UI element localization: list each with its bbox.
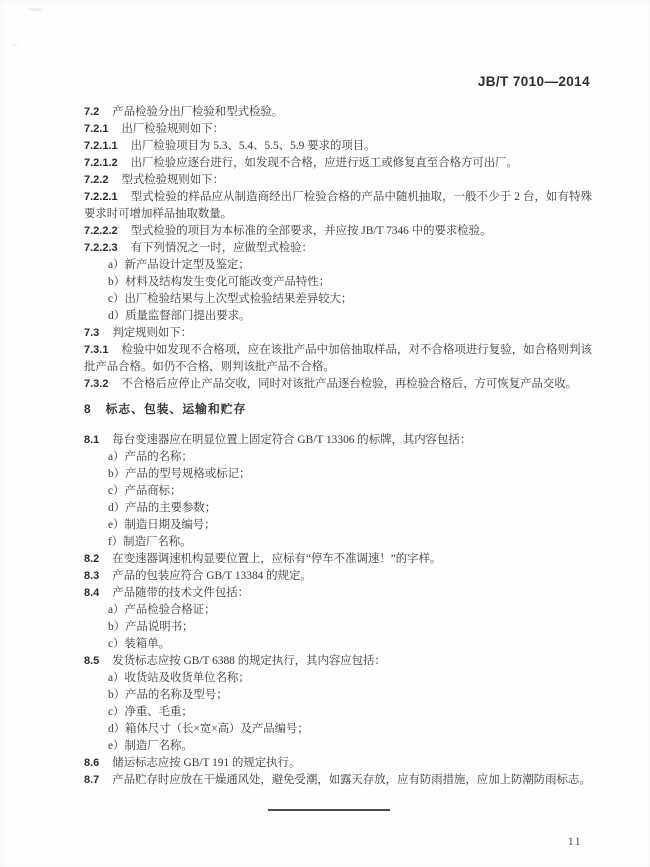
line-text: c）出厂检验结果与上次型式检验结果差异较大；	[108, 293, 353, 305]
line-text: b）产品的名称及型号；	[108, 689, 228, 701]
list-item	[84, 483, 592, 500]
line-text: 要求时可增加样品抽取数量。	[84, 208, 233, 220]
list-item	[84, 721, 592, 738]
clause-line	[84, 551, 592, 568]
list-item	[84, 687, 592, 704]
clause-line	[84, 121, 592, 138]
clause-number: 7.2	[84, 106, 100, 118]
line-text: c）产品商标；	[108, 485, 182, 497]
list-item	[84, 534, 592, 551]
clause-number: 7.2.1.1	[84, 140, 118, 152]
line-text: a）产品检验合格证；	[108, 604, 216, 616]
list-item	[84, 500, 592, 517]
line-text: 发货标志应按 GB/T 6388 的规定执行，其内容应包括：	[112, 655, 386, 667]
clause-number: 7.2.2.3	[84, 242, 118, 254]
clause-line	[84, 325, 592, 342]
line-text: 出厂检验规则如下：	[121, 123, 224, 135]
list-item	[84, 636, 592, 653]
list-item	[84, 704, 592, 721]
clause-number: 8	[84, 402, 92, 416]
standard-code-header: JB/T 7010—2014	[477, 74, 590, 89]
clause-number: 8.6	[84, 757, 100, 769]
line-text: 不合格后应停止产品交收，同时对该批产品逐台检验，再检验合格后，方可恢复产品交收。	[121, 378, 578, 390]
line-text: e）制造日期及编号；	[108, 519, 216, 531]
line-text: 型式检验规则如下：	[121, 174, 224, 186]
line-text: c）装箱单。	[108, 638, 171, 650]
line-text: 判定规则如下：	[112, 327, 193, 339]
scan-artifact	[28, 8, 42, 11]
clause-number: 8.7	[84, 774, 100, 786]
line-text: a）新产品设计定型及鉴定；	[108, 259, 250, 271]
clause-number: 7.2.1	[84, 123, 109, 135]
clause-line	[84, 376, 592, 393]
end-of-text-rule	[268, 809, 390, 811]
line-text: 产品的包装应符合 GB/T 13384 的规定。	[112, 570, 312, 582]
clause-number: 8.1	[84, 434, 100, 446]
line-text: a）产品的名称；	[108, 451, 193, 463]
clause-line	[84, 223, 592, 240]
list-item	[84, 602, 592, 619]
line-text: d）产品的主要参数；	[108, 502, 217, 514]
list-item	[84, 466, 592, 483]
line-text: b）产品的型号规格或标记；	[108, 468, 251, 480]
clause-line	[84, 585, 592, 602]
line-text: f）制造厂名称。	[108, 536, 192, 548]
line-text: 出厂检验项目为 5.3、5.4、5.5、5.9 要求的项目。	[130, 140, 376, 152]
line-text: d）质量监督部门提出要求。	[108, 310, 251, 322]
clause-line	[84, 568, 592, 585]
clause-number: 7.2.2.1	[84, 191, 118, 203]
list-item	[84, 274, 592, 291]
list-item	[84, 738, 592, 755]
line-text: 储运标志应按 GB/T 191 的规定执行。	[112, 757, 301, 769]
line-text: b）产品说明书；	[108, 621, 194, 633]
line-text: d）箱体尺寸（长×宽×高）及产品编号；	[108, 723, 309, 735]
clause-line	[84, 755, 592, 772]
line-text: e）制造厂名称。	[108, 740, 193, 752]
line-text: 每台变速器应在明显位置上固定符合 GB/T 13306 的标牌，其内容包括：	[112, 434, 472, 446]
clause-number: 8.3	[84, 570, 100, 582]
line-text: 检验中如发现不合格项，应在该批产品中加倍抽取样品，对不合格项进行复验，如合格则判该	[121, 344, 592, 356]
clause-line	[84, 138, 592, 155]
clause-line	[84, 772, 592, 789]
line-text: 型式检验的项目为本标准的全部要求，并应按 JB/T 7346 中的要求检验。	[130, 225, 492, 237]
clause-line	[84, 172, 592, 189]
line-text: 标志、包装、运输和贮存	[105, 402, 247, 416]
line-text: b）材料及结构发生变化可能改变产品特性；	[108, 276, 331, 288]
clause-number: 8.5	[84, 655, 100, 667]
clause-number: 7.3	[84, 327, 100, 339]
line-text: 产品随带的技术文件包括：	[112, 587, 249, 599]
clause-number: 7.2.2	[84, 174, 109, 186]
continuation-line	[84, 206, 592, 223]
clause-number: 7.2.2.2	[84, 225, 118, 237]
list-item	[84, 449, 592, 466]
document-body	[84, 104, 592, 789]
clause-number: 7.3.2	[84, 378, 109, 390]
page-number: 11	[567, 836, 582, 848]
line-text: 产品检验分出厂检验和型式检验。	[112, 106, 284, 118]
clause-line	[84, 432, 592, 449]
list-item	[84, 257, 592, 274]
line-text: a）收货站及收货单位名称；	[108, 672, 250, 684]
section-heading	[84, 401, 592, 418]
clause-line	[84, 189, 592, 206]
continuation-line	[84, 359, 592, 376]
clause-number: 7.3.1	[84, 344, 109, 356]
clause-number: 8.2	[84, 553, 100, 565]
line-text: 产品贮存时应放在干燥通风处，避免受潮，如露天存放，应有防雨措施，应加上防潮防雨标志。	[112, 774, 591, 786]
list-item	[84, 308, 592, 325]
line-text: 有下列情况之一时，应做型式检验：	[130, 242, 313, 254]
clause-number: 8.4	[84, 587, 100, 599]
line-text: 型式检验的样品应从制造商经出厂检验合格的产品中随机抽取，一般不少于 2 台，如有特殊	[130, 191, 592, 203]
clause-line	[84, 240, 592, 257]
line-text: 在变速器调速机构显要位置上，应标有“停车不准调速！”的字样。	[112, 553, 442, 565]
clause-line	[84, 653, 592, 670]
list-item	[84, 291, 592, 308]
clause-number: 7.2.1.2	[84, 157, 118, 169]
clause-line	[84, 155, 592, 172]
list-item	[84, 619, 592, 636]
line-text: 出厂检验应逐台进行，如发现不合格，应进行返工或修复直至合格方可出厂。	[130, 157, 518, 169]
line-text: c）净重、毛重；	[108, 706, 193, 718]
line-text: 批产品合格。如仍不合格，则判该批产品不合格。	[84, 361, 335, 373]
list-item	[84, 517, 592, 534]
clause-line	[84, 104, 592, 121]
list-item	[84, 670, 592, 687]
scan-artifact	[12, 44, 18, 46]
clause-line	[84, 342, 592, 359]
